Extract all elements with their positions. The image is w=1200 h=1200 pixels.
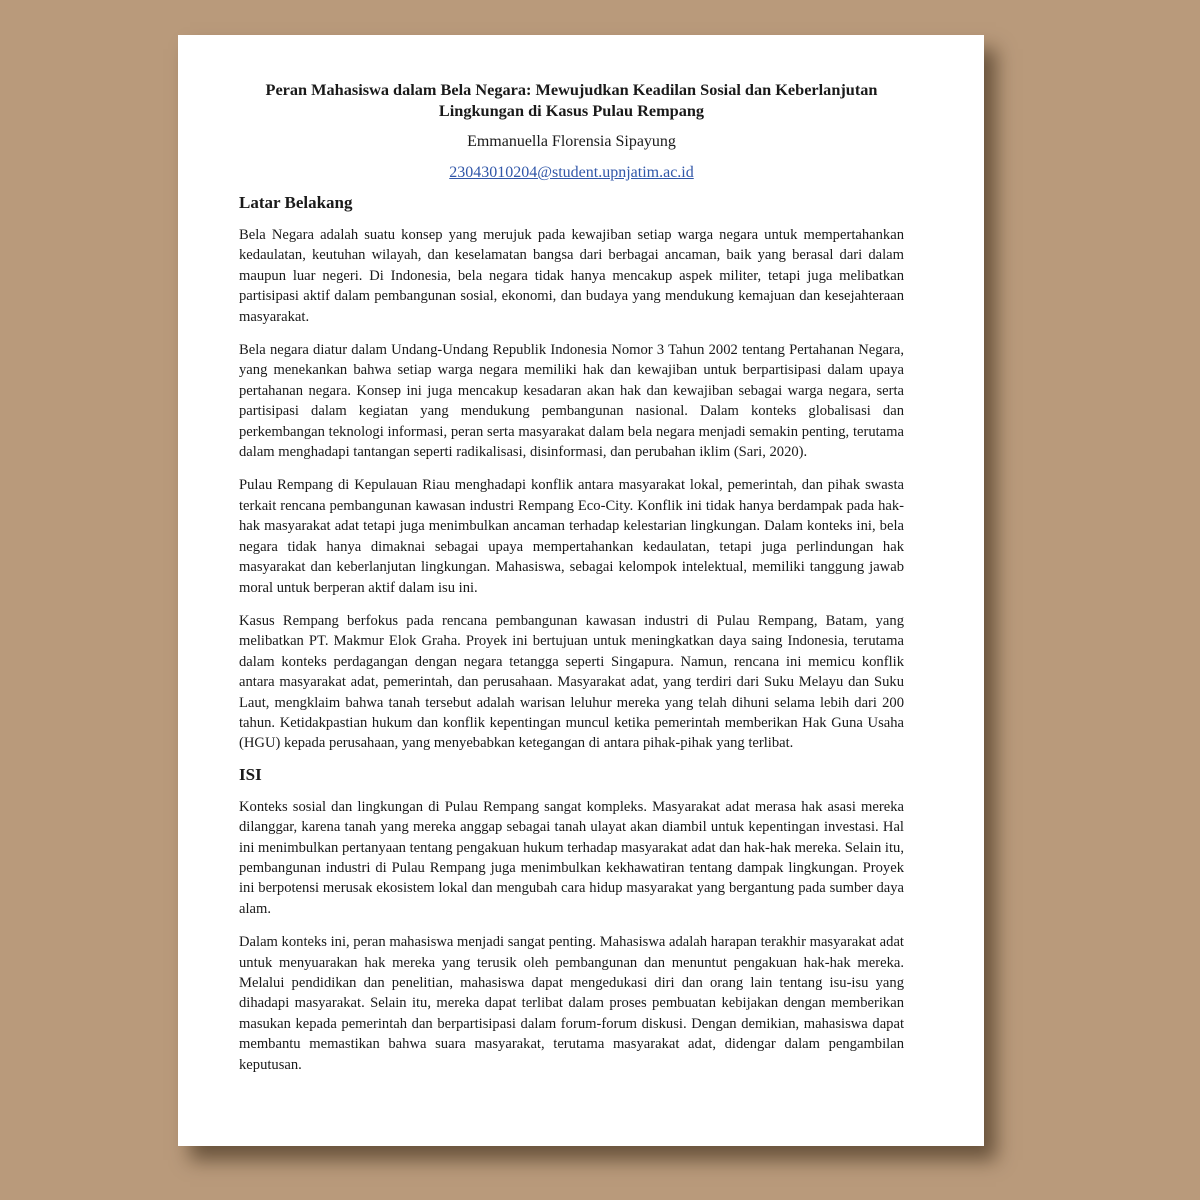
author-email-link[interactable]: 23043010204@student.upnjatim.ac.id xyxy=(449,164,694,181)
author-name: Emmanuella Florensia Sipayung xyxy=(467,133,676,150)
paragraph: Dalam konteks ini, peran mahasiswa menjadi sangat penting. Mahasiswa adalah harapan terakhir masyarakat adat untuk menyuarakan hak mereka yang terusik oleh pembangunan dan menuntut pengakuan hak-hak mereka. Melalui pendidikan dan penelitian, mahasiswa dapat mengedukasi diri dan orang lain tentang isu-isu yang dihadapi masyarakat. Selain itu, mereka dapat terlibat dalam proses pembuatan kebijakan dengan memberikan masukan kepada pemerintah dan berpartisipasi dalam forum-forum diskusi. Dengan demikian, mahasiswa dapat membantu memastikan bahwa suara masyarakat, terutama masyarakat adat, didengar dalam pengambilan keputusan. xyxy=(239,934,904,1073)
paragraph: Kasus Rempang berfokus pada rencana pembangunan kawasan industri di Pulau Rempang, Batam, yang melibatkan PT. Makmur Elok Graha. Proyek ini bertujuan untuk meningkatkan daya saing Indonesia, terutama dalam konteks perdagangan dengan negara tetangga seperti Singapura. Namun, rencana ini memicu konflik antara masyarakat adat, pemerintah, dan perusahaan. Masyarakat adat, yang terdiri dari Suku Melayu dan Suku Laut, mengklaim bahwa tanah tersebut adalah warisan leluhur mereka yang telah dihuni selama lebih dari 200 tahun. Ketidakpastian hukum dan konflik kepentingan muncul ketika pemerintah memberikan Hak Guna Usaha (HGU) kepada perusahaan, yang menyebabkan ketegangan di antara pihak-pihak yang terlibat. xyxy=(239,612,904,752)
paragraph: Bela negara diatur dalam Undang-Undang Republik Indonesia Nomor 3 Tahun 2002 tentang Pertahanan Negara, yang menekankan bahwa setiap warga negara memiliki hak dan kewajiban untuk berpartisipasi dalam upaya pertahanan negara. Konsep ini juga mencakup kesadaran akan hak dan kewajiban sebagai warga negara, serta partisipasi dalam kegiatan yang mendukung pembangunan nasional. Dalam konteks globalisasi dan perkembangan teknologi informasi, peran serta masyarakat dalam bela negara menjadi semakin penting, terutama dalam menghadapi tantangan seperti radikalisasi, disinformasi, dan perubahan iklim (Sari, 2020). xyxy=(239,342,904,461)
document-title: Peran Mahasiswa dalam Bela Negara: Mewujudkan Keadilan Sosial dan Keberlanjutan Lingkungan di Kasus Pulau Rempang xyxy=(265,80,878,120)
section-heading-isi: ISI xyxy=(239,764,262,784)
document-page xyxy=(178,35,984,1146)
paragraph: Pulau Rempang di Kepulauan Riau menghadapi konflik antara masyarakat lokal, pemerintah, dan pihak swasta terkait rencana pembangunan kawasan industri Rempang Eco-City. Konflik ini tidak hanya berdampak pada hak-hak masyarakat adat tetapi juga menimbulkan ancaman terhadap kelestarian lingkungan. Dalam konteks ini, bela negara tidak hanya dimaknai sebagai upaya mempertahankan kedaulatan, tetapi juga perlindungan hak masyarakat dan keberlanjutan lingkungan. Mahasiswa, sebagai kelompok intelektual, memiliki tanggung jawab moral untuk berperan aktif dalam isu ini. xyxy=(239,477,904,596)
paragraph: Bela Negara adalah suatu konsep yang merujuk pada kewajiban setiap warga negara untuk mempertahankan kedaulatan, keutuhan wilayah, dan keselamatan bangsa dari berbagai ancaman, baik yang berasal dari dalam maupun luar negeri. Di Indonesia, bela negara tidak hanya mencakup aspek militer, tetapi juga melibatkan partisipasi aktif dalam pembangunan sosial, ekonomi, dan budaya yang mendukung kemajuan dan kesejahteraan masyarakat. xyxy=(239,227,904,325)
paragraph: Konteks sosial dan lingkungan di Pulau Rempang sangat kompleks. Masyarakat adat merasa hak asasi mereka dilanggar, karena tanah yang mereka anggap sebagai tanah ulayat akan diambil untuk kepentingan investasi. Hal ini menimbulkan pertanyaan tentang pengakuan hukum terhadap masyarakat adat dan hak-hak mereka. Selain itu, pembangunan industri di Pulau Rempang juga menimbulkan kekhawatiran tentang dampak lingkungan. Proyek ini berpotensi merusak ekosistem lokal dan mengubah cara hidup masyarakat yang bergantung pada sumber daya alam. xyxy=(239,798,904,917)
section-heading-latar-belakang: Latar Belakang xyxy=(239,193,353,212)
